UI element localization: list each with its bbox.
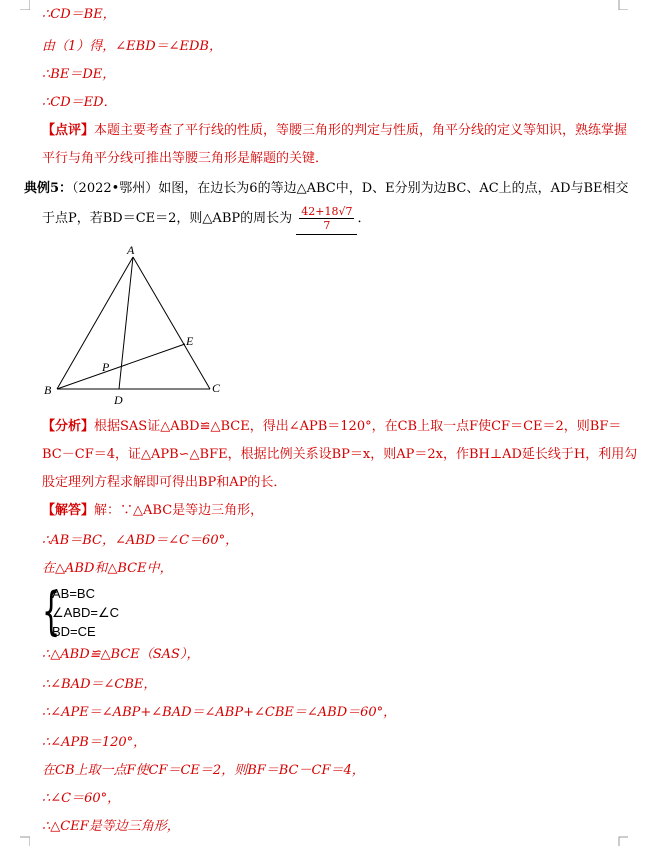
solution-label: 【解答】 (42, 503, 95, 518)
solution-line-6: ∴∠APE＝∠ABP+∠BAD＝∠ABP+∠CBE＝∠ABD＝60°， (42, 705, 397, 720)
analysis-line-1 (42, 418, 621, 436)
proof-line-3: ∴BE＝DE， (42, 67, 116, 82)
triangle-figure (40, 244, 230, 408)
proof-line-4: ∴CD＝ED． (42, 95, 117, 110)
proof-line-1: ∴CD＝BE， (42, 7, 116, 22)
system-brace: { (42, 582, 61, 642)
example-text-2: 于点P，若BD＝CE＝2，则△ABP的周长为 (42, 211, 293, 226)
solution-line-5: ∴∠BAD＝∠CBE， (42, 677, 157, 692)
example-line-1 (24, 180, 629, 198)
example-line-2: 于点P，若BD＝CE＝2，则△ABP的周长为 $\frac{42+18√7}{7}$ ． (42, 204, 371, 235)
example-label: 典例5： (24, 181, 73, 196)
label-a: A (127, 244, 135, 257)
label-c: C (212, 381, 221, 395)
comment-label: 【点评】 (42, 123, 95, 138)
answer-blank (296, 204, 357, 235)
solution-line-4: ∴△ABD≌△BCE（SAS）， (42, 647, 200, 662)
analysis-text-1: 根据SAS证△ABD≌△BCE，得出∠APB＝120°，在CB上取一点F使CF＝CE＝2，则BF＝ (94, 419, 622, 434)
answer-fraction (299, 205, 354, 232)
answer-denominator: 7 (323, 219, 331, 232)
crop-mark-top-left (20, 0, 30, 10)
solution-line-8: 在CB上取一点F使CF＝CE＝2，则BF＝BC－CF＝4， (42, 763, 365, 778)
answer-numerator: 42+18√7 (301, 205, 353, 218)
crop-mark-top-right (618, 0, 628, 10)
equation-system (42, 582, 162, 642)
system-row-2: ∠ABD=∠C (52, 605, 120, 620)
solution-line-7: ∴∠APB＝120°， (42, 735, 147, 750)
solution-line-9: ∴∠C＝60°， (42, 791, 121, 806)
analysis-label: 【分析】 (42, 419, 95, 434)
proof-line-2: 由（1）得，∠EBD＝∠EDB， (42, 39, 222, 54)
crop-mark-bottom-left (20, 836, 30, 846)
crop-mark-bottom-right (618, 836, 628, 846)
example-text-1: （2022•鄂州）如图，在边长为6的等边△ABC中，D、E分别为边BC、AC上的点，AD与BE相交 (72, 181, 629, 196)
label-e: E (186, 334, 194, 348)
solution-line-2: ∴AB＝BC，∠ABD＝∠C＝60°， (42, 533, 239, 548)
comment-line-1 (42, 122, 627, 140)
solution-line-10: ∴△CEF是等边三角形， (42, 819, 180, 834)
analysis-line-2: BC－CF＝4，证△APB∽△BFE，根据比例关系设BP＝x，则AP＝2x，作BH⊥AD延长线于H，利用勾 (42, 447, 638, 462)
system-row-3: BD=CE (52, 624, 96, 639)
label-b: B (44, 383, 52, 397)
side-ac (133, 257, 210, 389)
comment-text-1: 本题主要考查了平行线的性质，等腰三角形的判定与性质，角平分线的定义等知识，熟练掌握 (94, 123, 628, 138)
comment-line-2: 平行与角平分线可推出等腰三角形是解题的关键． (42, 151, 329, 166)
solution-text-1: 解：∵△ABC是等边三角形， (94, 503, 264, 518)
label-d: D (114, 393, 123, 407)
solution-line-3: 在△ABD和△BCE中， (42, 561, 173, 576)
solution-line-1 (42, 502, 263, 520)
segment-be (57, 344, 185, 389)
analysis-line-3: 股定理列方程求解即可得出BP和AP的长． (42, 475, 287, 490)
system-row-1: AB=BC (52, 586, 95, 601)
label-p: P (102, 360, 110, 374)
